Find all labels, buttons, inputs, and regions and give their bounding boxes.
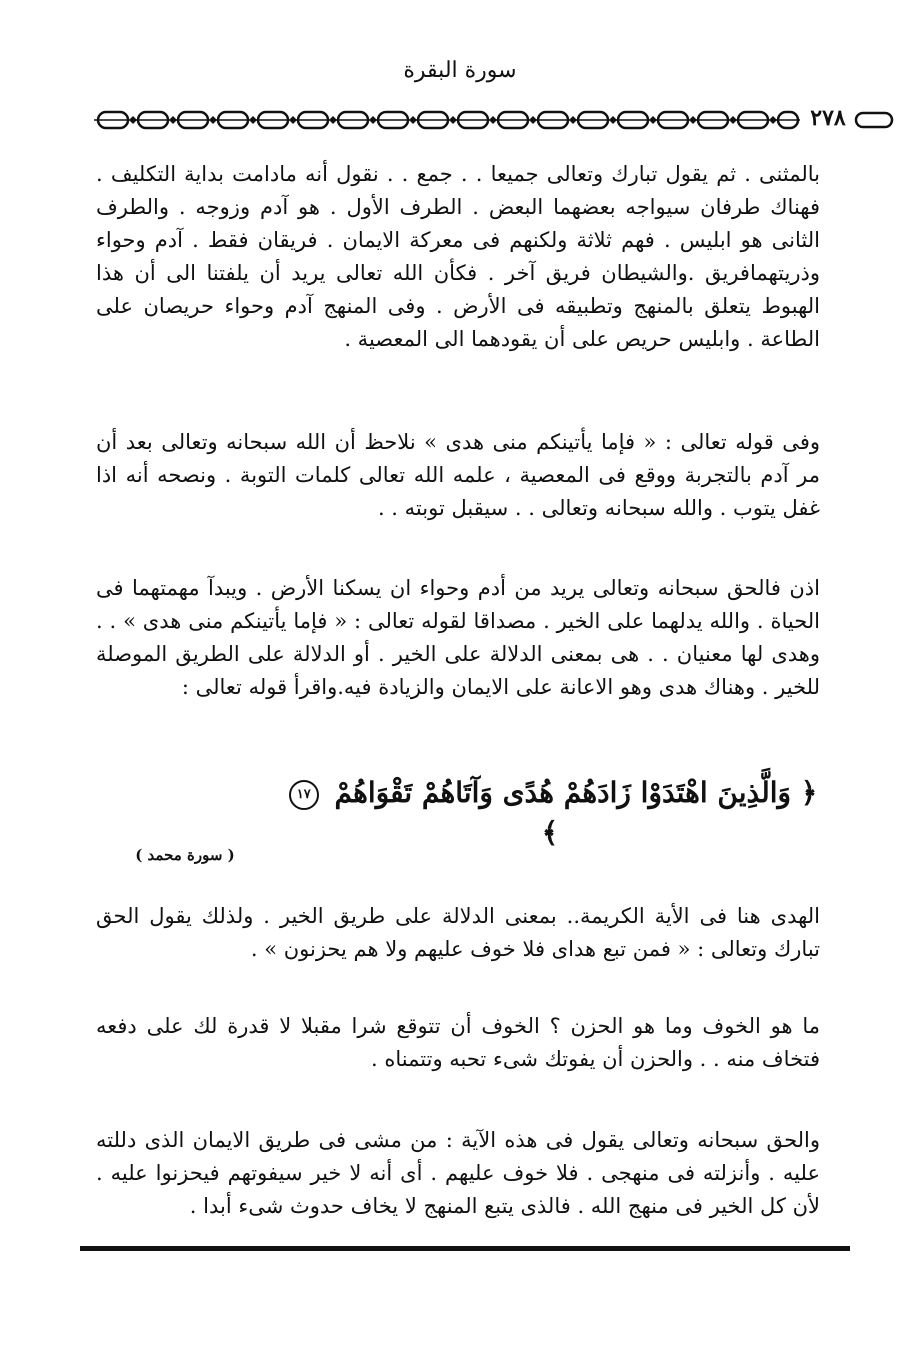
- paragraph-4: الهدى هنا فى الأية الكريمة.. بمعنى الدلالة على طريق الخير . ولذلك يقول الحق تبارك وتعالى : « فمن تبع هداى فلا خوف عليهم ولا هم يحزنون » .: [96, 904, 821, 961]
- footer-rule: [80, 1246, 850, 1251]
- surah-reference: ( سورة محمد ): [135, 846, 235, 864]
- verse-text: وَالَّذِينَ اهْتَدَوْا زَادَهُمْ هُدًى وَآتَاهُمْ تَقْوَاهُمْ: [334, 776, 792, 809]
- quran-verse: [270, 773, 830, 853]
- surah-title: سورة البقرة: [403, 58, 517, 83]
- paragraph-3: اذن فالحق سبحانه وتعالى يريد من أدم وحواء ان يسكنا الأرض . ويبدآ مهمتهما فى الحياة . والله يدلهما على الخير . مصداقا لقوله تعالى : « فإما يأتينكم منى هدى » . . وهدى لها معنيان . . هى بمعنى الدلالة على الخير . أو الدلالة على الطريق الموصلة للخير . وهناك هدى وهو الاعانة على الايمان والزيادة فيه.واقرأ قوله تعالى :: [96, 576, 820, 699]
- verse-open-bracket: ﴿: [800, 776, 818, 809]
- verse-number: ١٧: [289, 780, 319, 810]
- paragraph-1: بالمثنى . ثم يقول تبارك وتعالى جميعا . . جمع . . نقول أنه مادامت بداية التكليف . فهناك طرفان سيواجه بعضهما البعض . الطرف الأول . هو آدم وزوجه . والطرف الثانى هو ابليس . فهم ثلاثة ولكنهم فى معركة الايمان . فريقان فقط . آدم وحواء وذريتهمافريق .والشيطان فريق آخر . فكأن الله تعالى يريد أن يلفتنا الى أن هذا الهبوط يتعلق بالمنهج وتطبيقه فى الأرض . وفى المنهج آدم وحواء حريصان على الطاعة . وابليس حريص على أن يقودهما الى المعصية .: [96, 162, 820, 351]
- paragraph-5: ما هو الخوف وما هو الحزن ؟ الخوف أن تتوقع شرا مقبلا لا قدرة لك على دفعه فتخاف منه . . والحزن أن يفوتك شىء تحبه وتتمناه .: [96, 1014, 820, 1071]
- paragraph-2: وفى قوله تعالى : « فإما يأتينكم منى هدى » نلاحظ أن الله سبحانه وتعالى بعد أن مر آدم بالتجربة ووقع فى المعصية ، علمه الله تعالى كلمات التوبة . ونصحه أنه اذا غفل يتوب . والله سبحانه وتعالى . . سيقبل توبته . .: [96, 430, 820, 520]
- header-ornament-chain: [94, 108, 800, 132]
- paragraph-6: والحق سبحانه وتعالى يقول فى هذه الآية : من مشى فى طريق الايمان الذى دللته عليه . وأنزلته فى منهجى . فلا خوف عليهم . أى أنه لا خير سيفوتهم فيحزنوا عليه . لأن كل الخير فى منهج الله . فالذى يتبع المنهج لا يخاف حدوث شىء أبدا .: [96, 1128, 820, 1218]
- verse-close-bracket: ﴾: [541, 816, 559, 849]
- header-ornament-end: [852, 110, 898, 130]
- page-number: ٢٧٨: [810, 105, 846, 131]
